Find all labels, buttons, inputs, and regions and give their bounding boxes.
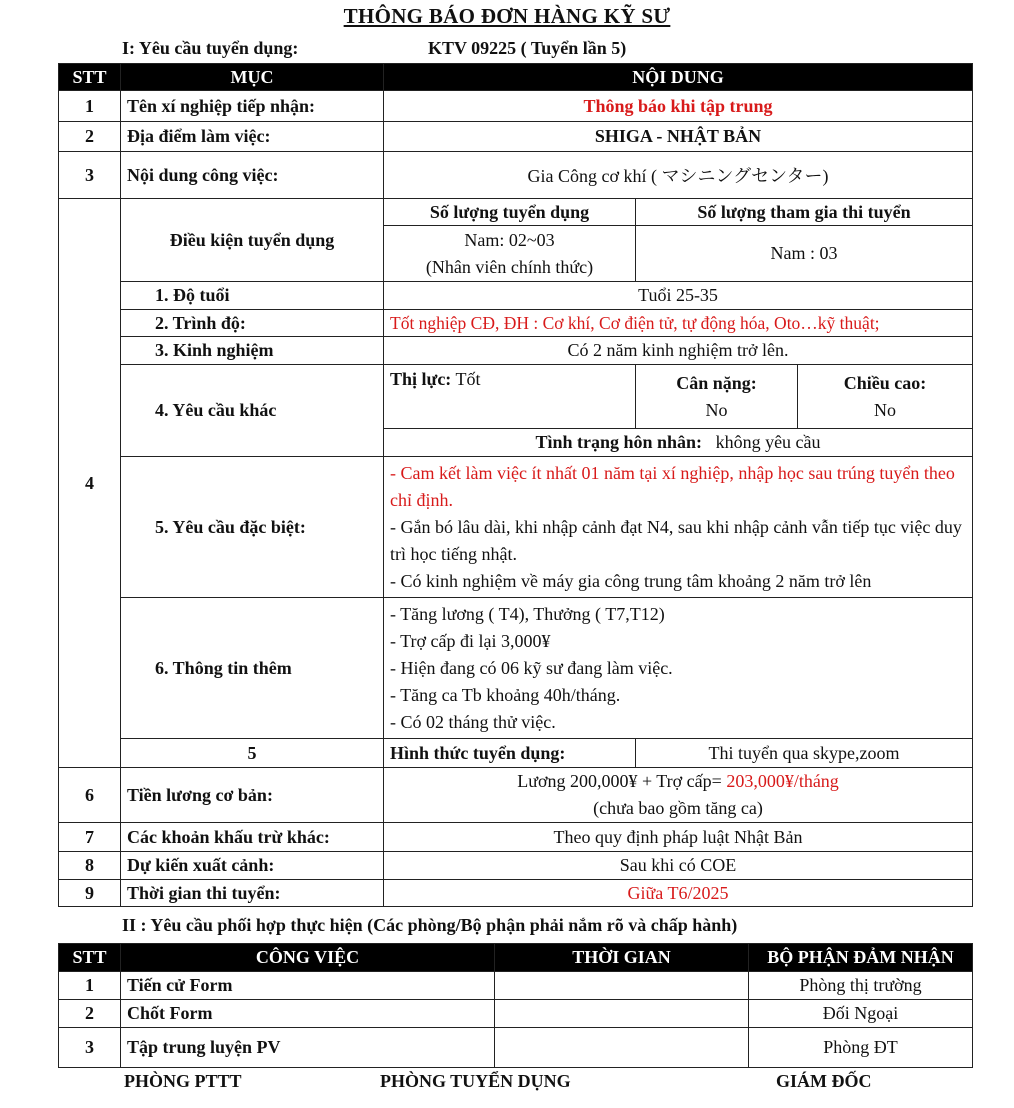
row-stt: 6	[59, 768, 121, 823]
header-noi-dung: NỘI DUNG	[384, 64, 973, 91]
thong-tin-line: - Tăng lương ( T4), Thưởng ( T7,T12)	[390, 603, 665, 624]
hon-nhan-value: không yêu cầu	[715, 432, 821, 452]
row-stt: 2	[59, 122, 121, 152]
chieu-cao-label: Chiều cao:	[843, 372, 927, 393]
row-value: SHIGA - NHẬT BẢN	[384, 122, 973, 152]
yeu-cau-khac-label: 4. Yêu cầu khác	[121, 365, 384, 457]
tham-gia-value: Nam : 03	[636, 226, 973, 282]
footer-pttt: PHÒNG PTTT	[124, 1071, 242, 1091]
row-label: Thời gian thi tuyển:	[121, 880, 384, 907]
row-thoi-gian	[495, 972, 749, 1000]
footer-giam-doc: GIÁM ĐỐC	[776, 1071, 872, 1091]
so-luong-line1: Nam: 02~03	[464, 229, 555, 250]
thi-luc-label: Thị lực:	[390, 369, 452, 389]
thi-luc-cell	[384, 365, 636, 429]
header-stt: STT	[59, 64, 121, 91]
row-value: Giữa T6/2025	[384, 880, 973, 907]
dieu-kien-label: Điều kiện tuyển dụng	[121, 199, 384, 282]
table-row	[59, 852, 973, 880]
header-muc: MỤC	[121, 64, 384, 91]
table-row	[59, 152, 973, 199]
row-stt: 3	[59, 152, 121, 199]
dac-biet-label: 5. Yêu cầu đặc biệt:	[121, 457, 384, 598]
row-label: Nội dung công việc:	[121, 152, 384, 199]
row-stt: 5	[121, 739, 384, 768]
do-tuoi-value: Tuổi 25-35	[384, 282, 973, 310]
dac-biet-line1: - Cam kết làm việc ít nhất 01 năm tại xí nghiệp, nhập học sau trúng tuyển theo chỉ định.	[390, 462, 955, 510]
table-row	[59, 739, 973, 768]
row-bo-phan: Đối Ngoại	[749, 1000, 973, 1028]
kinh-nghiem-value: Có 2 năm kinh nghiệm trở lên.	[384, 337, 973, 365]
table-row	[59, 972, 973, 1000]
thong-tin-line: - Có 02 tháng thử việc.	[390, 711, 556, 732]
row-stt: 7	[59, 823, 121, 852]
salary-total: 203,000¥/tháng	[721, 771, 839, 791]
so-luong-header: Số lượng tuyển dụng	[384, 199, 636, 226]
table-row	[59, 1000, 973, 1028]
table-row	[59, 1028, 973, 1068]
document-title: THÔNG BÁO ĐƠN HÀNG KỸ SƯ	[343, 4, 671, 28]
thong-tin-line: - Tăng ca Tb khoảng 40h/tháng.	[390, 684, 621, 705]
dac-biet-value	[384, 457, 973, 598]
trinh-do-value: Tốt nghiệp CĐ, ĐH : Cơ khí, Cơ điện tử, tự động hóa, Oto…kỹ thuật;	[384, 310, 973, 337]
do-tuoi-label: 1. Độ tuổi	[121, 282, 384, 310]
row-label: Tên xí nghiệp tiếp nhận:	[121, 91, 384, 122]
row-cong-viec: Tiến cử Form	[121, 972, 495, 1000]
row-stt: 1	[59, 972, 121, 1000]
hon-nhan-label: Tình trạng hôn nhân:	[535, 432, 703, 452]
row-stt: 4	[59, 199, 121, 768]
row-thoi-gian	[495, 1000, 749, 1028]
salary-note: (chưa bao gồm tăng ca)	[593, 798, 763, 818]
trinh-do-label: 2. Trình độ:	[121, 310, 384, 337]
header-stt: STT	[59, 944, 121, 972]
table-row	[59, 823, 973, 852]
row-value: Thông báo khi tập trung	[384, 91, 973, 122]
can-nang-label: Cân nặng:	[676, 372, 757, 393]
row-label: Địa điểm làm việc:	[121, 122, 384, 152]
thong-tin-line: - Trợ cấp đi lại 3,000¥	[390, 630, 551, 651]
row-label: Hình thức tuyển dụng:	[384, 739, 636, 768]
row-stt: 9	[59, 880, 121, 907]
dac-biet-line2: - Gắn bó lâu dài, khi nhập cảnh đạt N4, sau khi nhập cảnh vẫn tiếp tục việc duy trì học tiếng nhật.	[390, 516, 962, 564]
header-thoi-gian: THỜI GIAN	[495, 944, 749, 972]
row-label: Các khoản khấu trừ khác:	[121, 823, 384, 852]
row-value: Sau khi có COE	[384, 852, 973, 880]
tham-gia-header: Số lượng tham gia thi tuyển	[636, 199, 973, 226]
salary-base: Lương 200,000¥ + Trợ cấp=	[517, 771, 722, 791]
row-label: Tiền lương cơ bản:	[121, 768, 384, 823]
row-bo-phan: Phòng thị trường	[749, 972, 973, 1000]
row-value: Thi tuyển qua skype,zoom	[636, 739, 973, 768]
header-bo-phan: BỘ PHẬN ĐẢM NHẬN	[749, 944, 973, 972]
can-nang-value: No	[705, 399, 728, 420]
order-code: KTV 09225 ( Tuyển lần 5)	[428, 38, 627, 58]
coordination-table	[58, 943, 973, 1068]
row-label: Dự kiến xuất cảnh:	[121, 852, 384, 880]
chieu-cao-value: No	[874, 399, 897, 420]
row-cong-viec: Chốt Form	[121, 1000, 495, 1028]
row-stt: 2	[59, 1000, 121, 1028]
section-2-heading: II : Yêu cầu phối hợp thực hiện (Các phòng/Bộ phận phải nắm rõ và chấp hành)	[122, 915, 738, 935]
row-thoi-gian	[495, 1028, 749, 1068]
row-value: Gia Công cơ khí ( マシニングセンター)	[384, 152, 973, 199]
table-row	[59, 91, 973, 122]
table-row	[59, 122, 973, 152]
requirements-table	[58, 63, 973, 907]
thong-tin-label: 6. Thông tin thêm	[121, 598, 384, 739]
so-luong-line2: (Nhân viên chính thức)	[425, 256, 594, 277]
row-value: Theo quy định pháp luật Nhật Bản	[384, 823, 973, 852]
table-row	[59, 768, 973, 823]
thong-tin-line: - Hiện đang có 06 kỹ sư đang làm việc.	[390, 657, 673, 678]
row-bo-phan: Phòng ĐT	[749, 1028, 973, 1068]
section-1-heading: I: Yêu cầu tuyển dụng:	[122, 38, 299, 58]
row-stt: 8	[59, 852, 121, 880]
can-nang-cell	[636, 365, 798, 429]
thi-luc-value: Tốt	[451, 369, 481, 389]
so-luong-value	[384, 226, 636, 282]
row-stt: 1	[59, 91, 121, 122]
dac-biet-line3: - Có kinh nghiệm về máy gia công trung tâm khoảng 2 năm trở lên	[390, 570, 872, 591]
kinh-nghiem-label: 3. Kinh nghiệm	[121, 337, 384, 365]
row-value	[384, 768, 973, 823]
hon-nhan-cell	[384, 429, 973, 457]
row-cong-viec: Tập trung luyện PV	[121, 1028, 495, 1068]
header-cong-viec: CÔNG VIỆC	[121, 944, 495, 972]
footer-tuyen-dung: PHÒNG TUYỂN DỤNG	[380, 1071, 571, 1091]
chieu-cao-cell	[798, 365, 973, 429]
table-row	[59, 880, 973, 907]
thong-tin-value	[384, 598, 973, 739]
row-stt: 3	[59, 1028, 121, 1068]
